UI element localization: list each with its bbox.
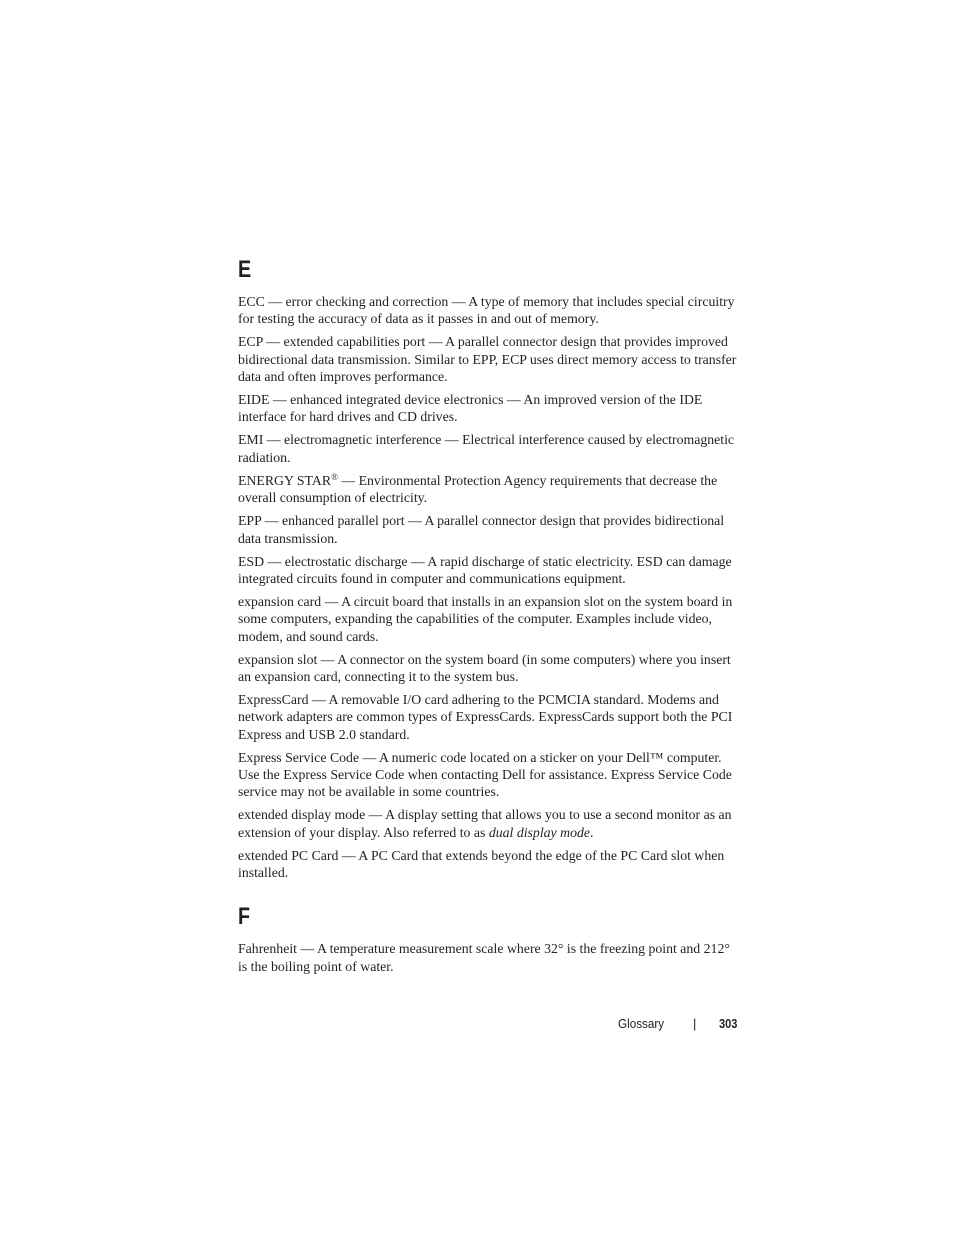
entry-term: ECC <box>238 294 265 309</box>
section-heading-e: E <box>238 256 252 283</box>
glossary-entry-epp <box>238 512 738 547</box>
glossary-entry-extended-pc-card <box>238 847 738 882</box>
glossary-entry-express-service-code <box>238 749 738 801</box>
entry-term: extended display mode <box>238 807 366 823</box>
entry-definition: — electromagnetic interference — Electrical interference caused by electromagnetic radiation. <box>238 432 735 465</box>
entry-term: Express Service Code <box>238 749 360 765</box>
entry-term: ECP <box>238 334 263 350</box>
glossary-entry-expansion-card <box>238 593 738 645</box>
entry-definition: — enhanced integrated device electronics — An improved version of the IDE interface for hard drives and CD drives. <box>238 392 703 425</box>
page-footer <box>618 1016 738 1032</box>
entry-definition: — A removable I/O card adhering to the PCMCIA standard. Modems and network adapters are common types of ExpressCards. ExpressCards support both the PCI Express and USB 2.0 standard. <box>238 692 733 742</box>
glossary-entry-eide <box>238 391 738 426</box>
entry-term: expansion card <box>238 594 322 610</box>
entry-definition: — A circuit board that installs in an expansion slot on the system board in some computers, expanding the capabilities of the computer. Examples include video, modem, and sound cards. <box>238 594 733 644</box>
entry-trailing: . <box>590 824 594 840</box>
entry-definition: — A PC Card that extends beyond the edge of the PC Card slot when installed. <box>238 847 725 881</box>
footer-separator: | <box>693 1016 697 1031</box>
entry-term: EIDE <box>238 392 270 408</box>
entry-term: ExpressCard <box>238 692 309 708</box>
glossary-entry-expresscard <box>238 691 738 743</box>
glossary-entry-ecc <box>238 293 738 328</box>
glossary-entry-emi <box>238 431 738 466</box>
entry-definition: — enhanced parallel port — A parallel connector design that provides bidirectional data transmission. <box>238 513 725 546</box>
entry-definition: — A connector on the system board (in some computers) where you insert an expansion card, connecting it to the system bus. <box>238 651 731 685</box>
entry-term: ESD <box>238 553 265 569</box>
glossary-entry-ecp <box>238 333 738 385</box>
entry-term: EPP <box>238 513 262 529</box>
glossary-content <box>238 256 738 981</box>
glossary-entry-fahrenheit <box>238 940 738 975</box>
entry-definition: — extended capabilities port — A parallel connector design that provides improved bidirectional data transmission. Similar to EPP, ECP uses direct memory access to transfer data and often improves performance. <box>238 334 737 384</box>
entry-term: Fahrenheit <box>238 941 298 957</box>
entry-italic-term: dual display mode <box>488 824 591 840</box>
glossary-entry-energy-star <box>238 472 738 507</box>
entry-definition: — error checking and correction — A type of memory that includes special circuitry for testing the accuracy of data as it passes in and out of memory. <box>238 294 735 327</box>
entry-term: expansion slot <box>238 651 318 667</box>
page-number: 303 <box>719 1016 738 1031</box>
glossary-entry-extended-display-mode <box>238 806 738 841</box>
entry-definition: — A numeric code located on a sticker on your Dell™ computer. Use the Express Service Code when contacting Dell for assistance. Express Service Code service may not be available in some countries. <box>238 749 732 800</box>
glossary-entry-expansion-slot <box>238 651 738 686</box>
entry-definition: — electrostatic discharge — A rapid discharge of static electricity. ESD can damage integrated circuits found in computer and communications equipment. <box>238 553 732 586</box>
section-heading-f: F <box>238 903 251 931</box>
entry-term: EMI <box>238 432 264 448</box>
registered-mark: ® <box>331 471 338 482</box>
entry-definition: — Environmental Protection Agency requirements that decrease the overall consumption of electricity. <box>238 472 718 506</box>
entry-term: ENERGY STAR <box>238 472 332 488</box>
footer-section-label: Glossary <box>618 1016 665 1031</box>
entry-definition: — A display setting that allows you to use a second monitor as an extension of your display. Also referred to as <box>238 807 732 840</box>
entry-definition: — A temperature measurement scale where 32° is the freezing point and 212° is the boiling point of water. <box>238 941 730 974</box>
glossary-entry-esd <box>238 553 738 588</box>
entry-term: extended PC Card <box>238 847 339 863</box>
